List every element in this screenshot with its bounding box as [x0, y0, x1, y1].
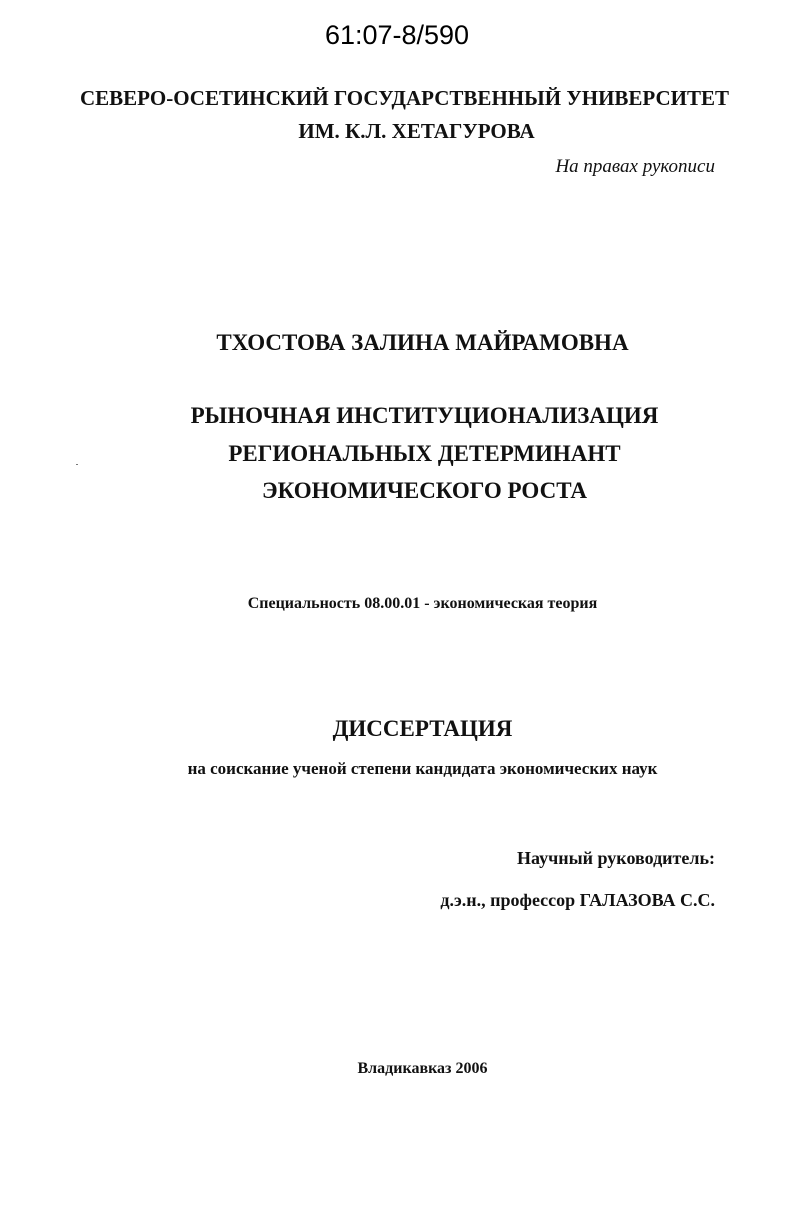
manuscript-rights-note: На правах рукописи: [555, 156, 715, 177]
university-name-line1: СЕВЕРО-ОСЕТИНСКИЙ ГОСУДАРСТВЕННЫЙ УНИВЕРСИТЕТ: [79, 86, 730, 110]
degree-description: на соискание ученой степени кандидата экономических наук: [187, 759, 658, 778]
university-name-line2: ИМ. К.Л. ХЕТАГУРОВА: [298, 119, 535, 143]
thesis-title-line2: РЕГИОНАЛЬНЫХ ДЕТЕРМИНАНТ: [228, 441, 621, 466]
thesis-title-line1: РЫНОЧНАЯ ИНСТИТУЦИОНАЛИЗАЦИЯ: [190, 403, 659, 428]
place-and-year: Владикавказ 2006: [357, 1060, 488, 1077]
catalog-number: 61:07-8/590: [324, 20, 470, 50]
supervisor-name: д.э.н., профессор ГАЛАЗОВА С.С.: [440, 890, 715, 910]
document-type: ДИССЕРТАЦИЯ: [332, 716, 513, 741]
supervisor-label: Научный руководитель:: [517, 848, 715, 868]
specialty: Специальность 08.00.01 - экономическая теория: [247, 595, 598, 612]
thesis-title-line3: ЭКОНОМИЧЕСКОГО РОСТА: [262, 478, 587, 503]
author-name: ТХОСТОВА ЗАЛИНА МАЙРАМОВНА: [216, 330, 629, 355]
scan-speck: [76, 464, 78, 465]
